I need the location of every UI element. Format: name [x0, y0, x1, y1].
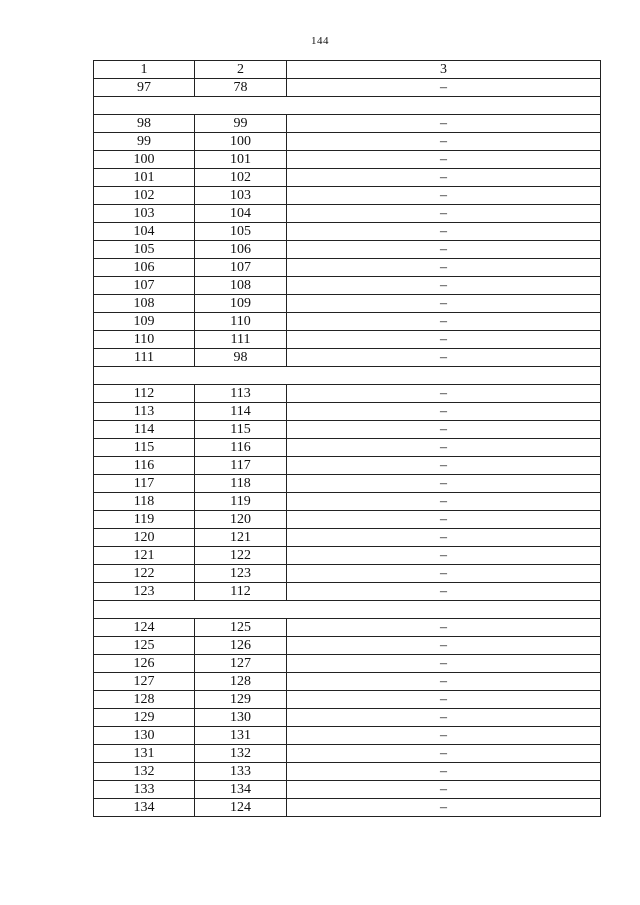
table-cell-col-1: 130: [94, 727, 195, 745]
table-row: [94, 493, 601, 511]
table-cell-col-2: 125: [195, 619, 287, 637]
table-row: [94, 475, 601, 493]
table-row: [94, 727, 601, 745]
table-cell-col-2: 133: [195, 763, 287, 781]
table-cell-col-2: 102: [195, 169, 287, 187]
table-cell-col-1: 114: [94, 421, 195, 439]
table-cell-col-1: 132: [94, 763, 195, 781]
table-row: [94, 115, 601, 133]
table-cell-col-2: 109: [195, 295, 287, 313]
table-header-row: [94, 61, 601, 79]
table-cell-col-3: –: [287, 475, 601, 493]
table-cell-col-2: 122: [195, 547, 287, 565]
column-header: 1: [94, 61, 195, 79]
table-row: [94, 691, 601, 709]
table-cell-col-1: 105: [94, 241, 195, 259]
table-row: [94, 439, 601, 457]
table-row: [94, 583, 601, 601]
table-cell-col-2: 121: [195, 529, 287, 547]
column-header: 2: [195, 61, 287, 79]
table-row: [94, 187, 601, 205]
table-cell-col-3: –: [287, 277, 601, 295]
table-row: [94, 223, 601, 241]
table-cell-col-1: 128: [94, 691, 195, 709]
table-row: [94, 547, 601, 565]
table-row: [94, 637, 601, 655]
group-separator-row: [94, 601, 601, 619]
table-cell-col-2: 107: [195, 259, 287, 277]
table-body: [94, 61, 601, 817]
table-cell-col-1: 106: [94, 259, 195, 277]
table-cell-col-2: 111: [195, 331, 287, 349]
table-cell-col-1: 127: [94, 673, 195, 691]
table-cell-col-3: –: [287, 439, 601, 457]
table-cell-col-1: 107: [94, 277, 195, 295]
table-cell-col-1: 123: [94, 583, 195, 601]
table-cell-col-2: 118: [195, 475, 287, 493]
table-cell-col-1: 115: [94, 439, 195, 457]
table-cell-col-1: 121: [94, 547, 195, 565]
group-separator-row: [94, 97, 601, 115]
table-row: [94, 277, 601, 295]
table-cell-col-3: –: [287, 295, 601, 313]
table-cell-col-2: 123: [195, 565, 287, 583]
table-cell-col-2: 114: [195, 403, 287, 421]
group-separator: [94, 601, 601, 619]
table-cell-col-2: 129: [195, 691, 287, 709]
table-cell-col-1: 109: [94, 313, 195, 331]
table-cell-col-1: 98: [94, 115, 195, 133]
table-cell-col-3: –: [287, 727, 601, 745]
table-cell-col-3: –: [287, 205, 601, 223]
table-row: [94, 457, 601, 475]
table-cell-col-1: 117: [94, 475, 195, 493]
table-cell-col-2: 113: [195, 385, 287, 403]
table-cell-col-3: –: [287, 655, 601, 673]
table-cell-col-3: –: [287, 529, 601, 547]
table-cell-col-3: –: [287, 349, 601, 367]
table-row: [94, 745, 601, 763]
table-row: [94, 313, 601, 331]
table-cell-col-3: –: [287, 547, 601, 565]
table-cell-col-2: 110: [195, 313, 287, 331]
table-cell-col-2: 128: [195, 673, 287, 691]
table-cell-col-3: –: [287, 241, 601, 259]
table-row: [94, 349, 601, 367]
table-cell-col-2: 127: [195, 655, 287, 673]
table-cell-col-1: 103: [94, 205, 195, 223]
group-separator: [94, 367, 601, 385]
table-cell-col-2: 132: [195, 745, 287, 763]
table-cell-col-3: –: [287, 799, 601, 817]
table-row: [94, 511, 601, 529]
table-cell-col-3: –: [287, 583, 601, 601]
table-cell-col-2: 100: [195, 133, 287, 151]
table-cell-col-2: 101: [195, 151, 287, 169]
table-cell-col-2: 112: [195, 583, 287, 601]
table-cell-col-1: 118: [94, 493, 195, 511]
table-cell-col-3: –: [287, 331, 601, 349]
table-cell-col-2: 134: [195, 781, 287, 799]
group-separator: [94, 97, 601, 115]
table-row: [94, 133, 601, 151]
table-cell-col-1: 110: [94, 331, 195, 349]
table-row: [94, 763, 601, 781]
table-cell-col-1: 108: [94, 295, 195, 313]
table-cell-col-3: –: [287, 313, 601, 331]
table-cell-col-3: –: [287, 169, 601, 187]
table-row: [94, 259, 601, 277]
table-cell-col-3: –: [287, 673, 601, 691]
table-cell-col-1: 134: [94, 799, 195, 817]
table-cell-col-2: 130: [195, 709, 287, 727]
table-row: [94, 565, 601, 583]
table-cell-col-3: –: [287, 79, 601, 97]
table-cell-col-2: 120: [195, 511, 287, 529]
table-cell-col-1: 129: [94, 709, 195, 727]
table-row: [94, 655, 601, 673]
table-row: [94, 385, 601, 403]
table-cell-col-3: –: [287, 385, 601, 403]
table-cell-col-2: 108: [195, 277, 287, 295]
table-cell-col-2: 116: [195, 439, 287, 457]
table-cell-col-2: 117: [195, 457, 287, 475]
table-cell-col-3: –: [287, 421, 601, 439]
table-row: [94, 241, 601, 259]
group-separator-row: [94, 367, 601, 385]
table-cell-col-3: –: [287, 259, 601, 277]
table-cell-col-1: 113: [94, 403, 195, 421]
table-cell-col-3: –: [287, 151, 601, 169]
table-cell-col-3: –: [287, 115, 601, 133]
table-cell-col-2: 115: [195, 421, 287, 439]
table-cell-col-1: 133: [94, 781, 195, 799]
table-row: [94, 673, 601, 691]
table-cell-col-2: 98: [195, 349, 287, 367]
table-cell-col-1: 122: [94, 565, 195, 583]
table-cell-col-1: 100: [94, 151, 195, 169]
table-cell-col-2: 119: [195, 493, 287, 511]
table-cell-col-3: –: [287, 493, 601, 511]
table-row: [94, 205, 601, 223]
table-cell-col-3: –: [287, 457, 601, 475]
table-cell-col-3: –: [287, 511, 601, 529]
table-cell-col-1: 125: [94, 637, 195, 655]
table-row: [94, 619, 601, 637]
table-cell-col-1: 97: [94, 79, 195, 97]
page-number: 144: [311, 35, 329, 47]
table-row: [94, 799, 601, 817]
data-table: [93, 60, 601, 817]
table-cell-col-3: –: [287, 223, 601, 241]
table-row: [94, 403, 601, 421]
table-cell-col-3: –: [287, 403, 601, 421]
table-cell-col-2: 105: [195, 223, 287, 241]
table-cell-col-2: 103: [195, 187, 287, 205]
table-cell-col-2: 104: [195, 205, 287, 223]
table-cell-col-1: 111: [94, 349, 195, 367]
table-cell-col-1: 99: [94, 133, 195, 151]
table-cell-col-1: 131: [94, 745, 195, 763]
table-cell-col-1: 116: [94, 457, 195, 475]
table-cell-col-1: 101: [94, 169, 195, 187]
table-row: [94, 709, 601, 727]
table-row: [94, 331, 601, 349]
table-cell-col-3: –: [287, 133, 601, 151]
table-cell-col-2: 126: [195, 637, 287, 655]
table-cell-col-3: –: [287, 781, 601, 799]
table-cell-col-2: 124: [195, 799, 287, 817]
table-cell-col-2: 131: [195, 727, 287, 745]
table-cell-col-3: –: [287, 745, 601, 763]
column-header: 3: [287, 61, 601, 79]
table-cell-col-3: –: [287, 763, 601, 781]
table-row: [94, 169, 601, 187]
table-cell-col-3: –: [287, 565, 601, 583]
table-cell-col-1: 124: [94, 619, 195, 637]
table-row: [94, 529, 601, 547]
table-cell-col-3: –: [287, 637, 601, 655]
table-cell-col-3: –: [287, 619, 601, 637]
table-cell-col-3: –: [287, 709, 601, 727]
table-cell-col-3: –: [287, 187, 601, 205]
table-cell-col-3: –: [287, 691, 601, 709]
table-row: [94, 295, 601, 313]
table-cell-col-2: 78: [195, 79, 287, 97]
table-cell-col-1: 126: [94, 655, 195, 673]
table-cell-col-1: 102: [94, 187, 195, 205]
table-cell-col-1: 104: [94, 223, 195, 241]
table-cell-col-1: 112: [94, 385, 195, 403]
table-cell-col-1: 120: [94, 529, 195, 547]
table-row: [94, 781, 601, 799]
table-cell-col-1: 119: [94, 511, 195, 529]
table-row: [94, 151, 601, 169]
table-row: [94, 421, 601, 439]
table-row: [94, 79, 601, 97]
table-cell-col-2: 99: [195, 115, 287, 133]
table-cell-col-2: 106: [195, 241, 287, 259]
